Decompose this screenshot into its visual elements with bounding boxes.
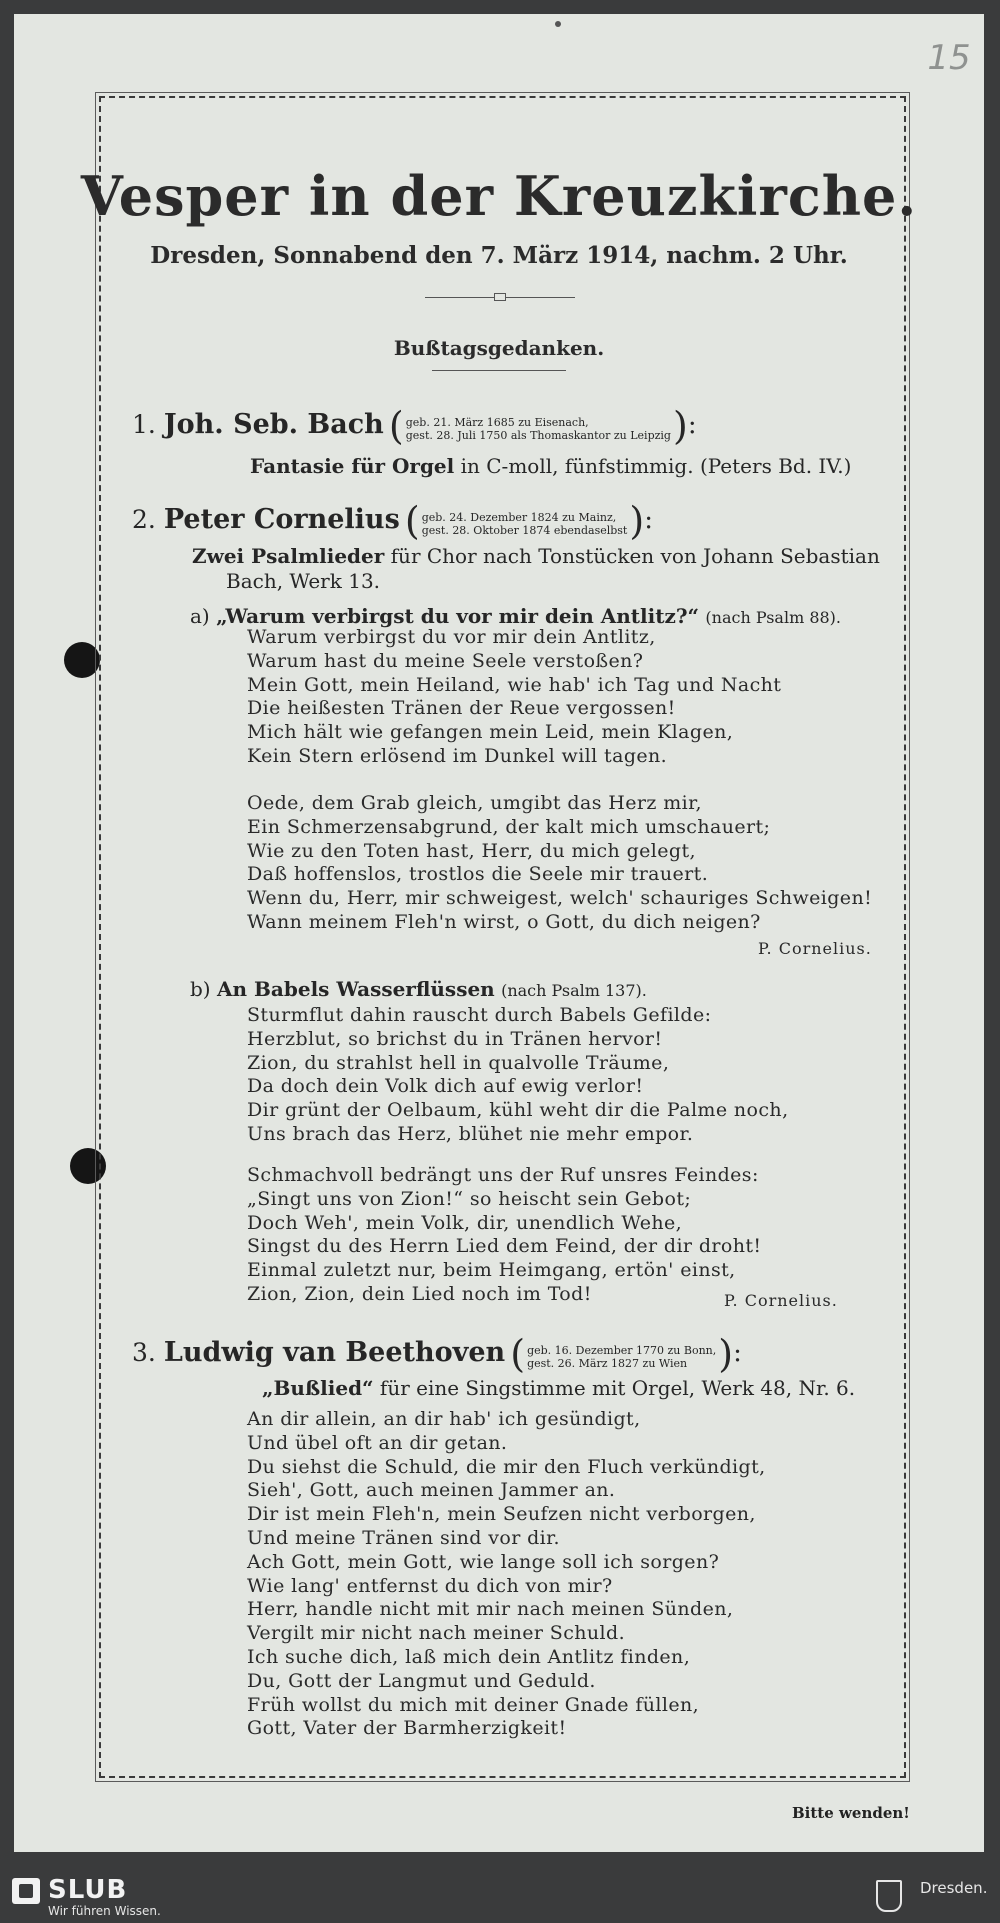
coat-of-arms-icon xyxy=(876,1880,902,1912)
slub-logo-icon xyxy=(12,1878,40,1904)
item-2a-title: a) „Warum verbirgst du vor mir dein Antlitz?“ (nach Psalm 88). xyxy=(190,604,842,628)
brand-slogan: Wir führen Wissen. xyxy=(48,1904,161,1918)
work-detail: in C-moll, fünfstimmig. (Peters Bd. IV.) xyxy=(454,454,852,478)
item-number: 2. xyxy=(132,505,156,534)
item-2b-verse-2: Schmachvoll bedrängt uns der Ruf unsres Feindes: „Singt uns von Zion!“ so heischt sein Gebot; Doch Weh', mein Volk, dir, unendlich Wehe, Singst du des Herrn Lied dem Feind, der dir droht! Einmal zuletzt nur, beim Heimgang, ertön' einst, Zion, Zion, dein Lied noch im Tod! xyxy=(247,1164,762,1305)
item-3-work xyxy=(262,1376,855,1400)
composer-lifespan: geb. 16. Dezember 1770 zu Bonn, gest. 26. März 1827 zu Wien xyxy=(527,1343,717,1370)
item-1-work xyxy=(250,454,851,478)
library-footer xyxy=(0,1866,1000,1923)
brand-name: SLUB xyxy=(48,1875,128,1905)
work-title: Zwei Psalmlieder xyxy=(192,544,385,568)
pin-mark xyxy=(555,21,561,27)
work-title: Fantasie für Orgel xyxy=(250,454,455,478)
item-2b-verse-1: Sturmflut dahin rauscht durch Babels Gefilde: Herzblut, so brichst du in Tränen hervor! Zion, du strahlst hell in qualvolle Träume, Da doch dein Volk dich auf ewig verlor! Dir grünt der Oelbaum, kühl weht dir die Palme noch, Uns brach das Herz, blühet nie mehr empor. xyxy=(247,1004,789,1145)
heading-rule xyxy=(432,370,566,371)
program-sheet xyxy=(14,14,984,1852)
item-1-header: 1. Joh. Seb. Bach ( geb. 21. März 1685 zu Eisenach, gest. 28. Juli 1750 als Thomaskantor zu Leipzig): xyxy=(132,404,697,448)
verse-author: P. Cornelius. xyxy=(758,939,872,958)
item-3-header: 3. Ludwig van Beethoven ( geb. 16. Dezember 1770 zu Bonn, gest. 26. März 1827 zu Wien ): xyxy=(132,1332,742,1376)
program-heading: Bußtagsgedanken. xyxy=(393,336,605,360)
item-number: 3. xyxy=(132,1338,156,1367)
item-2a-verse-2: Oede, dem Grab gleich, umgibt das Herz mir, Ein Schmerzensabgrund, der kalt mich umschauert; Wie zu den Toten hast, Herr, du mich gelegt, Daß hoffenslos, trostlos die Seele mir trauert. Wenn du, Herr, mir schweigest, welch' schauriges Schweigen! Wann meinem Fleh'n wirst, o Gott, du dich neigen? xyxy=(247,792,873,933)
work-title: „Bußlied“ xyxy=(262,1376,374,1400)
composer-name: Ludwig van Beethoven xyxy=(163,1337,506,1368)
item-2-work xyxy=(192,544,880,568)
punch-hole-top xyxy=(64,642,100,678)
item-2b-title: b) An Babels Wasserflüssen (nach Psalm 137). xyxy=(190,977,647,1001)
turn-page-note: Bitte wenden! xyxy=(792,1804,910,1822)
pencil-number: 15 xyxy=(927,38,971,78)
composer-lifespan: geb. 24. Dezember 1824 zu Mainz, gest. 28. Oktober 1874 ebendaselbst xyxy=(421,510,628,537)
item-3-verse: An dir allein, an dir hab' ich gesündigt, Und übel oft an dir getan. Du siehst die Schuld, die mir den Fluch verkündigt, Sieh', Gott, auch meinen Jammer an. Dir ist mein Fleh'n, mein Seufzen nicht verborgen, Und meine Tränen sind vor dir. Ach Gott, mein Gott, wie lange soll ich sorgen? Wie lang' entfernst du dich von mir? Herr, handle nicht mit mir nach meinen Sünden, Vergilt mir nicht nach meiner Schuld. Ich suche dich, laß mich dein Antlitz finden, Du, Gott der Langmut und Geduld. Früh wollst du mich mit deiner Gnade füllen, Gott, Vater der Barmherzigkeit! xyxy=(247,1408,766,1740)
composer-name: Joh. Seb. Bach xyxy=(163,409,384,440)
work-detail: für Chor nach Tonstücken von Johann Sebastian xyxy=(384,544,880,568)
work-detail: für eine Singstimme mit Orgel, Werk 48, Nr. 6. xyxy=(373,1376,856,1400)
item-2-header: 2. Peter Cornelius ( geb. 24. Dezember 1824 zu Mainz, gest. 28. Oktober 1874 ebendaselbst): xyxy=(132,499,653,543)
city-logo: Dresden. xyxy=(920,1879,988,1897)
composer-name: Peter Cornelius xyxy=(163,504,400,535)
composer-lifespan: geb. 21. März 1685 zu Eisenach, gest. 28. Juli 1750 als Thomaskantor zu Leipzig xyxy=(405,415,671,442)
item-number: 1. xyxy=(132,410,156,439)
verse-author: P. Cornelius. xyxy=(724,1291,838,1310)
page-subtitle: Dresden, Sonnabend den 7. März 1914, nachm. 2 Uhr. xyxy=(150,242,848,269)
item-2-work-line2: Bach, Werk 13. xyxy=(226,569,381,593)
ornament-box xyxy=(494,293,506,301)
page-title: Vesper in der Kreuzkirche. xyxy=(80,164,918,228)
item-2a-verse-1: Warum verbirgst du vor mir dein Antlitz, Warum hast du meine Seele verstoßen? Mein Gott, mein Heiland, wie hab' ich Tag und Nacht Die heißesten Tränen der Reue vergossen! Mich hält wie gefangen mein Leid, mein Klagen, Kein Stern erlösend im Dunkel will tagen. xyxy=(247,626,782,767)
